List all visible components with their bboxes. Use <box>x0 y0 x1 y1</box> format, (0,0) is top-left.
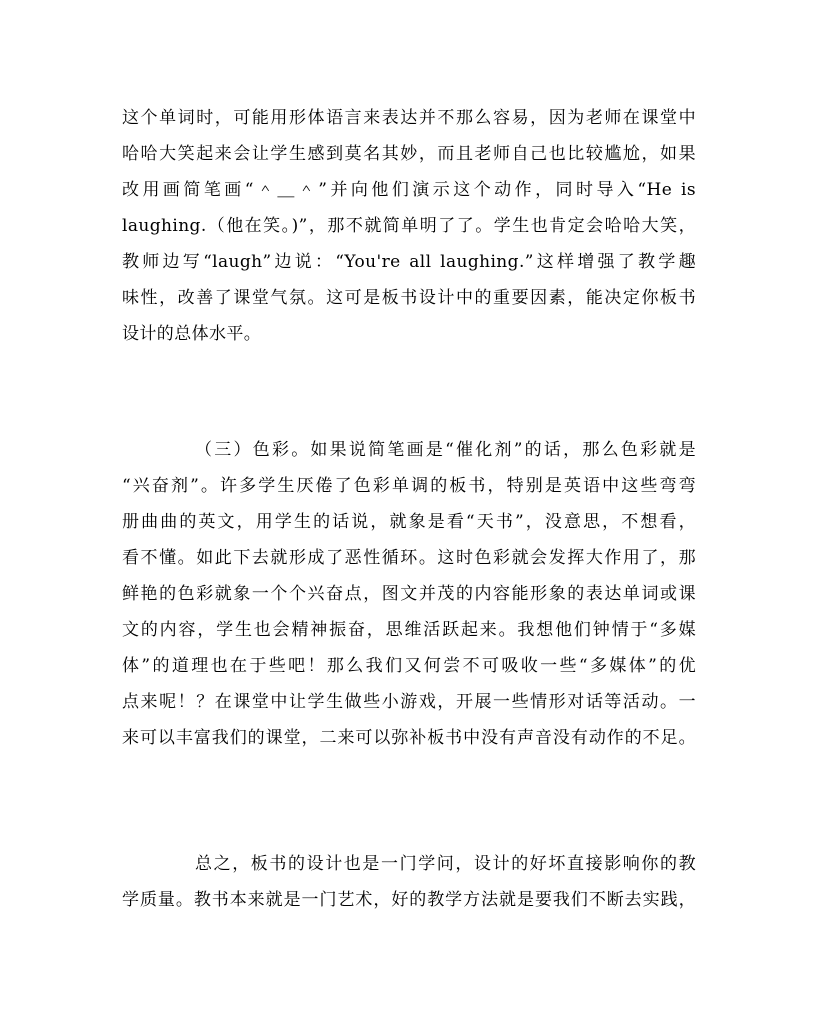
paragraph-line: “兴奋剂”。许多学生厌倦了色彩单调的板书，特别是英语中这些弯弯 <box>122 476 696 496</box>
paragraph-line: 体”的道理也在于些吧！那么我们又何尝不可吸收一些“多媒体”的优 <box>122 656 696 676</box>
paragraph-line: 哈哈大笑起来会让学生感到莫名其妙，而且老师自己也比较尴尬，如果 <box>122 144 696 164</box>
paragraph-line: laughing.（他在笑。)”，那不就简单明了了。学生也肯定会哈哈大笑， <box>122 216 696 236</box>
paragraph-line: 学质量。教书本来就是一门艺术，好的教学方法就是要我们不断去实践， <box>122 890 696 910</box>
paragraph-line: （三）色彩。如果说简笔画是“催化剂”的话，那么色彩就是 <box>195 440 696 460</box>
paragraph-line: 鲜艳的色彩就象一个个兴奋点，图文并茂的内容能形象的表达单词或课 <box>122 584 696 604</box>
paragraph-line: 总之，板书的设计也是一门学问，设计的好坏直接影响你的教 <box>195 854 696 874</box>
paragraph-line: 教师边写“laugh”边说：“You're all laughing.”这样增强了教学趣 <box>122 252 696 272</box>
paragraph-line: 设计的总体水平。 <box>122 324 262 344</box>
paragraph-line: 来可以丰富我们的课堂，二来可以弥补板书中没有声音没有动作的不足。 <box>122 728 696 748</box>
paragraph-line: 点来呢！？在课堂中让学生做些小游戏，开展一些情形对话等活动。一 <box>122 692 696 712</box>
paragraph-line: 文的内容，学生也会精神振奋，思维活跃起来。我想他们钟情于“多媒 <box>122 620 696 640</box>
paragraph-line: 味性，改善了课堂气氛。这可是板书设计中的重要因素，能决定你板书 <box>122 288 696 308</box>
paragraph-line: 这个单词时，可能用形体语言来表达并不那么容易，因为老师在课堂中 <box>122 108 696 128</box>
paragraph-line: 册曲曲的英文，用学生的话说，就象是看“天书”，没意思，不想看， <box>122 512 696 532</box>
paragraph-line: 改用画简笔画“＾＿＾”并向他们演示这个动作，同时导入“He is <box>122 180 696 200</box>
paragraph-line: 看不懂。如此下去就形成了恶性循环。这时色彩就会发挥大作用了，那 <box>122 548 696 568</box>
